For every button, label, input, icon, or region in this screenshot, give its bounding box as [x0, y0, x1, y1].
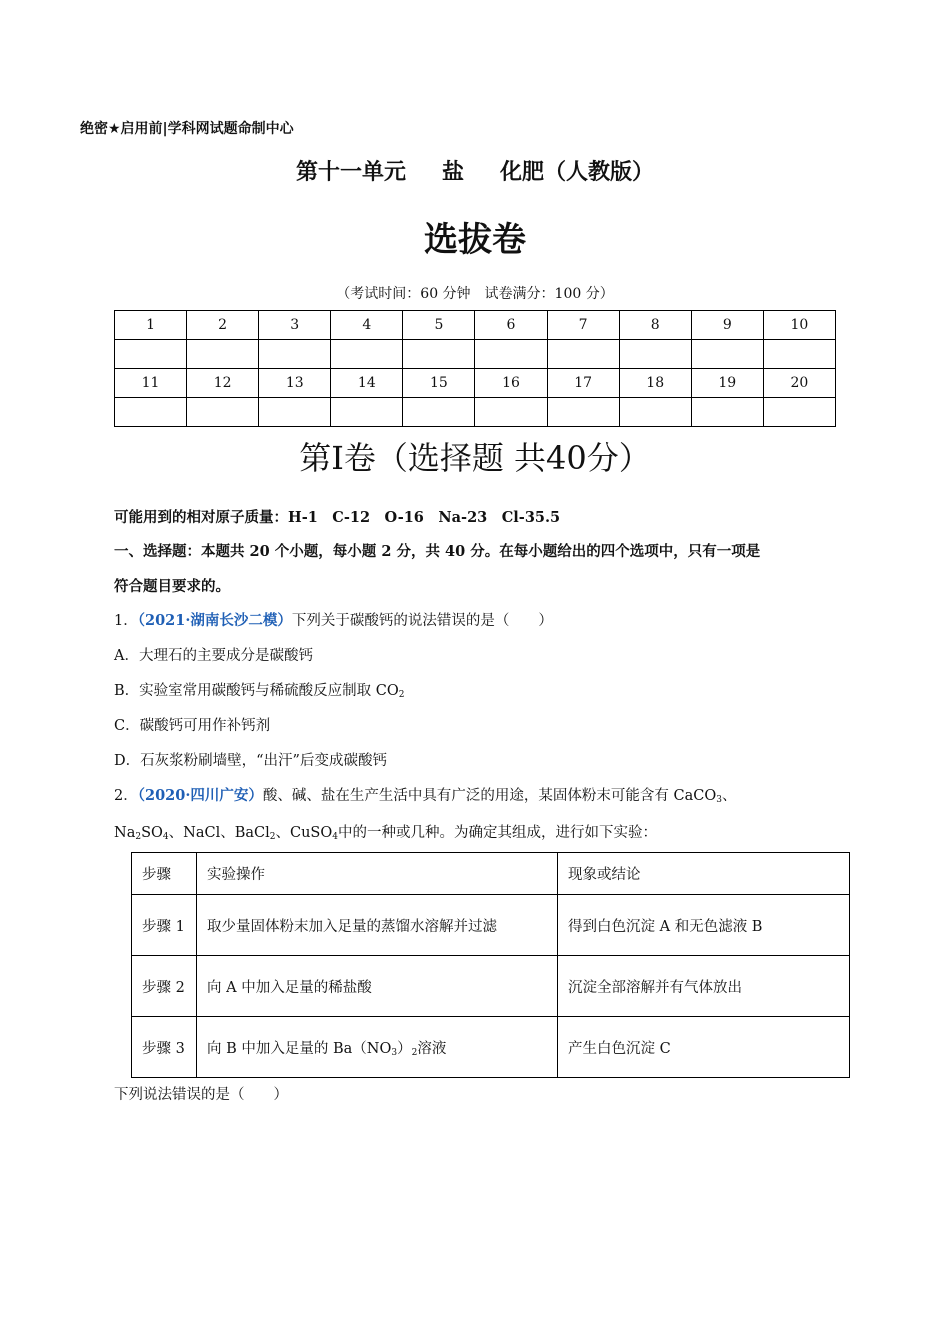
option-b-text: B．实验室常用碳酸钙与稀硫酸反应制取 CO [114, 683, 399, 699]
formula-text: 、CuSO [275, 825, 333, 841]
answer-number: 11 [115, 369, 187, 398]
answer-cell [763, 340, 835, 369]
operation-cell: 取少量固体粉末加入足量的蒸馏水溶解并过滤 [197, 895, 558, 956]
answer-cell [619, 340, 691, 369]
operation-text: 溶液 [417, 1040, 447, 1057]
answer-number: 12 [187, 369, 259, 398]
option-c: C．碳酸钙可用作补钙剂 [114, 718, 271, 734]
answer-cell [259, 398, 331, 427]
subscript: 2 [398, 690, 405, 700]
operation-cell [197, 1017, 558, 1078]
question-source: （2021·湖南长沙二模） [137, 612, 292, 629]
question-text: 、 [721, 788, 737, 804]
unit-title-part: 第十一单元 [295, 160, 406, 185]
answer-cell [547, 340, 619, 369]
part-title: 第Ⅰ卷（选择题 共40分） [299, 439, 651, 477]
answer-number: 2 [187, 311, 259, 340]
atomic-masses: 可能用到的相对原子质量：H-1 C-12 O-16 Na-23 Cl-35.5 [114, 509, 561, 526]
section-instruction: 符合题目要求的。 [114, 578, 230, 595]
step-cell: 步骤 1 [132, 895, 197, 956]
question-text: 中的一种或几种。为确定其组成，进行如下实验： [337, 825, 657, 841]
answer-grid-blank-row [115, 340, 836, 369]
answer-number: 13 [259, 369, 331, 398]
answer-cell [187, 398, 259, 427]
answer-cell [115, 340, 187, 369]
table-header: 步骤 [132, 853, 197, 895]
formula-text: 、NaCl、BaCl [168, 825, 270, 841]
confidential-label: 绝密★启用前|学科网试题命制中心 [80, 121, 294, 137]
subscript: 4 [162, 832, 169, 842]
answer-cell [547, 398, 619, 427]
question-2-stem-line2 [114, 821, 657, 842]
operation-text: 向 B 中加入足量的 Ba（NO [207, 1040, 392, 1057]
formula-text: Na [114, 825, 136, 841]
answer-number: 1 [115, 311, 187, 340]
operation-text: ） [397, 1040, 412, 1057]
unit-title-part: 盐 [441, 160, 464, 185]
step-cell: 步骤 2 [132, 956, 197, 1017]
table-header-row [132, 853, 850, 895]
answer-number: 3 [259, 311, 331, 340]
unit-title-part: 化肥（人教版） [500, 160, 655, 185]
answer-cell [115, 398, 187, 427]
answer-grid-number-row [115, 369, 836, 398]
subscript: 2 [411, 1047, 418, 1058]
question-text: 下列关于碳酸钙的说法错误的是（ ） [291, 613, 553, 629]
answer-cell [187, 340, 259, 369]
answer-cell [475, 398, 547, 427]
subscript: 3 [391, 1047, 398, 1058]
experiment-table [131, 852, 850, 1078]
option-d: D．石灰浆粉刷墙壁，“出汗”后变成碳酸钙 [114, 753, 387, 769]
answer-cell [763, 398, 835, 427]
subscript: 3 [716, 795, 722, 805]
result-cell: 产生白色沉淀 C [558, 1017, 850, 1078]
answer-number: 5 [403, 311, 475, 340]
question-text: 酸、碱、盐在生产生活中具有广泛的用途，某固体粉末可能含有 CaCO [262, 788, 717, 804]
result-cell: 得到白色沉淀 A 和无色滤液 B [558, 895, 850, 956]
answer-cell [331, 398, 403, 427]
answer-number: 7 [547, 311, 619, 340]
answer-number: 17 [547, 369, 619, 398]
unit-title [0, 155, 950, 186]
subscript: 2 [269, 832, 276, 842]
step-cell: 步骤 3 [132, 1017, 197, 1078]
result-cell: 沉淀全部溶解并有气体放出 [558, 956, 850, 1017]
answer-number: 19 [691, 369, 763, 398]
table-header: 现象或结论 [558, 853, 850, 895]
answer-grid [114, 310, 836, 427]
answer-cell [475, 340, 547, 369]
answer-cell [403, 398, 475, 427]
operation-cell: 向 A 中加入足量的稀盐酸 [197, 956, 558, 1017]
answer-cell [691, 340, 763, 369]
answer-number: 6 [475, 311, 547, 340]
answer-grid-number-row [115, 311, 836, 340]
table-row [132, 895, 850, 956]
question-2-follow-up: 下列说法错误的是（ ） [114, 1087, 288, 1103]
exam-info: （考试时间：60 分钟 试卷满分：100 分） [336, 286, 614, 302]
answer-number: 15 [403, 369, 475, 398]
answer-number: 9 [691, 311, 763, 340]
option-b [114, 679, 404, 700]
answer-number: 10 [763, 311, 835, 340]
question-1-stem [114, 609, 553, 630]
answer-number: 18 [619, 369, 691, 398]
question-number: 1． [114, 613, 138, 629]
question-number: 2． [114, 788, 138, 804]
answer-grid-blank-row [115, 398, 836, 427]
section-instruction: 一、选择题：本题共 20 个小题，每小题 2 分，共 40 分。在每小题给出的四个选项中，只有一项是 [114, 543, 761, 560]
table-row [132, 1017, 850, 1078]
answer-cell [331, 340, 403, 369]
answer-cell [403, 340, 475, 369]
answer-number: 4 [331, 311, 403, 340]
paper-title: 选拔卷 [424, 220, 526, 260]
answer-number: 14 [331, 369, 403, 398]
answer-number: 16 [475, 369, 547, 398]
answer-cell [619, 398, 691, 427]
option-a: A．大理石的主要成分是碳酸钙 [114, 648, 313, 664]
table-row [132, 956, 850, 1017]
answer-cell [691, 398, 763, 427]
answer-number: 8 [619, 311, 691, 340]
subscript: 4 [332, 832, 338, 842]
formula-text: SO [141, 825, 163, 841]
question-2-stem [114, 784, 736, 805]
answer-number: 20 [763, 369, 835, 398]
answer-cell [259, 340, 331, 369]
table-header: 实验操作 [197, 853, 558, 895]
subscript: 2 [135, 832, 142, 842]
question-source: （2020·四川广安） [137, 787, 263, 804]
